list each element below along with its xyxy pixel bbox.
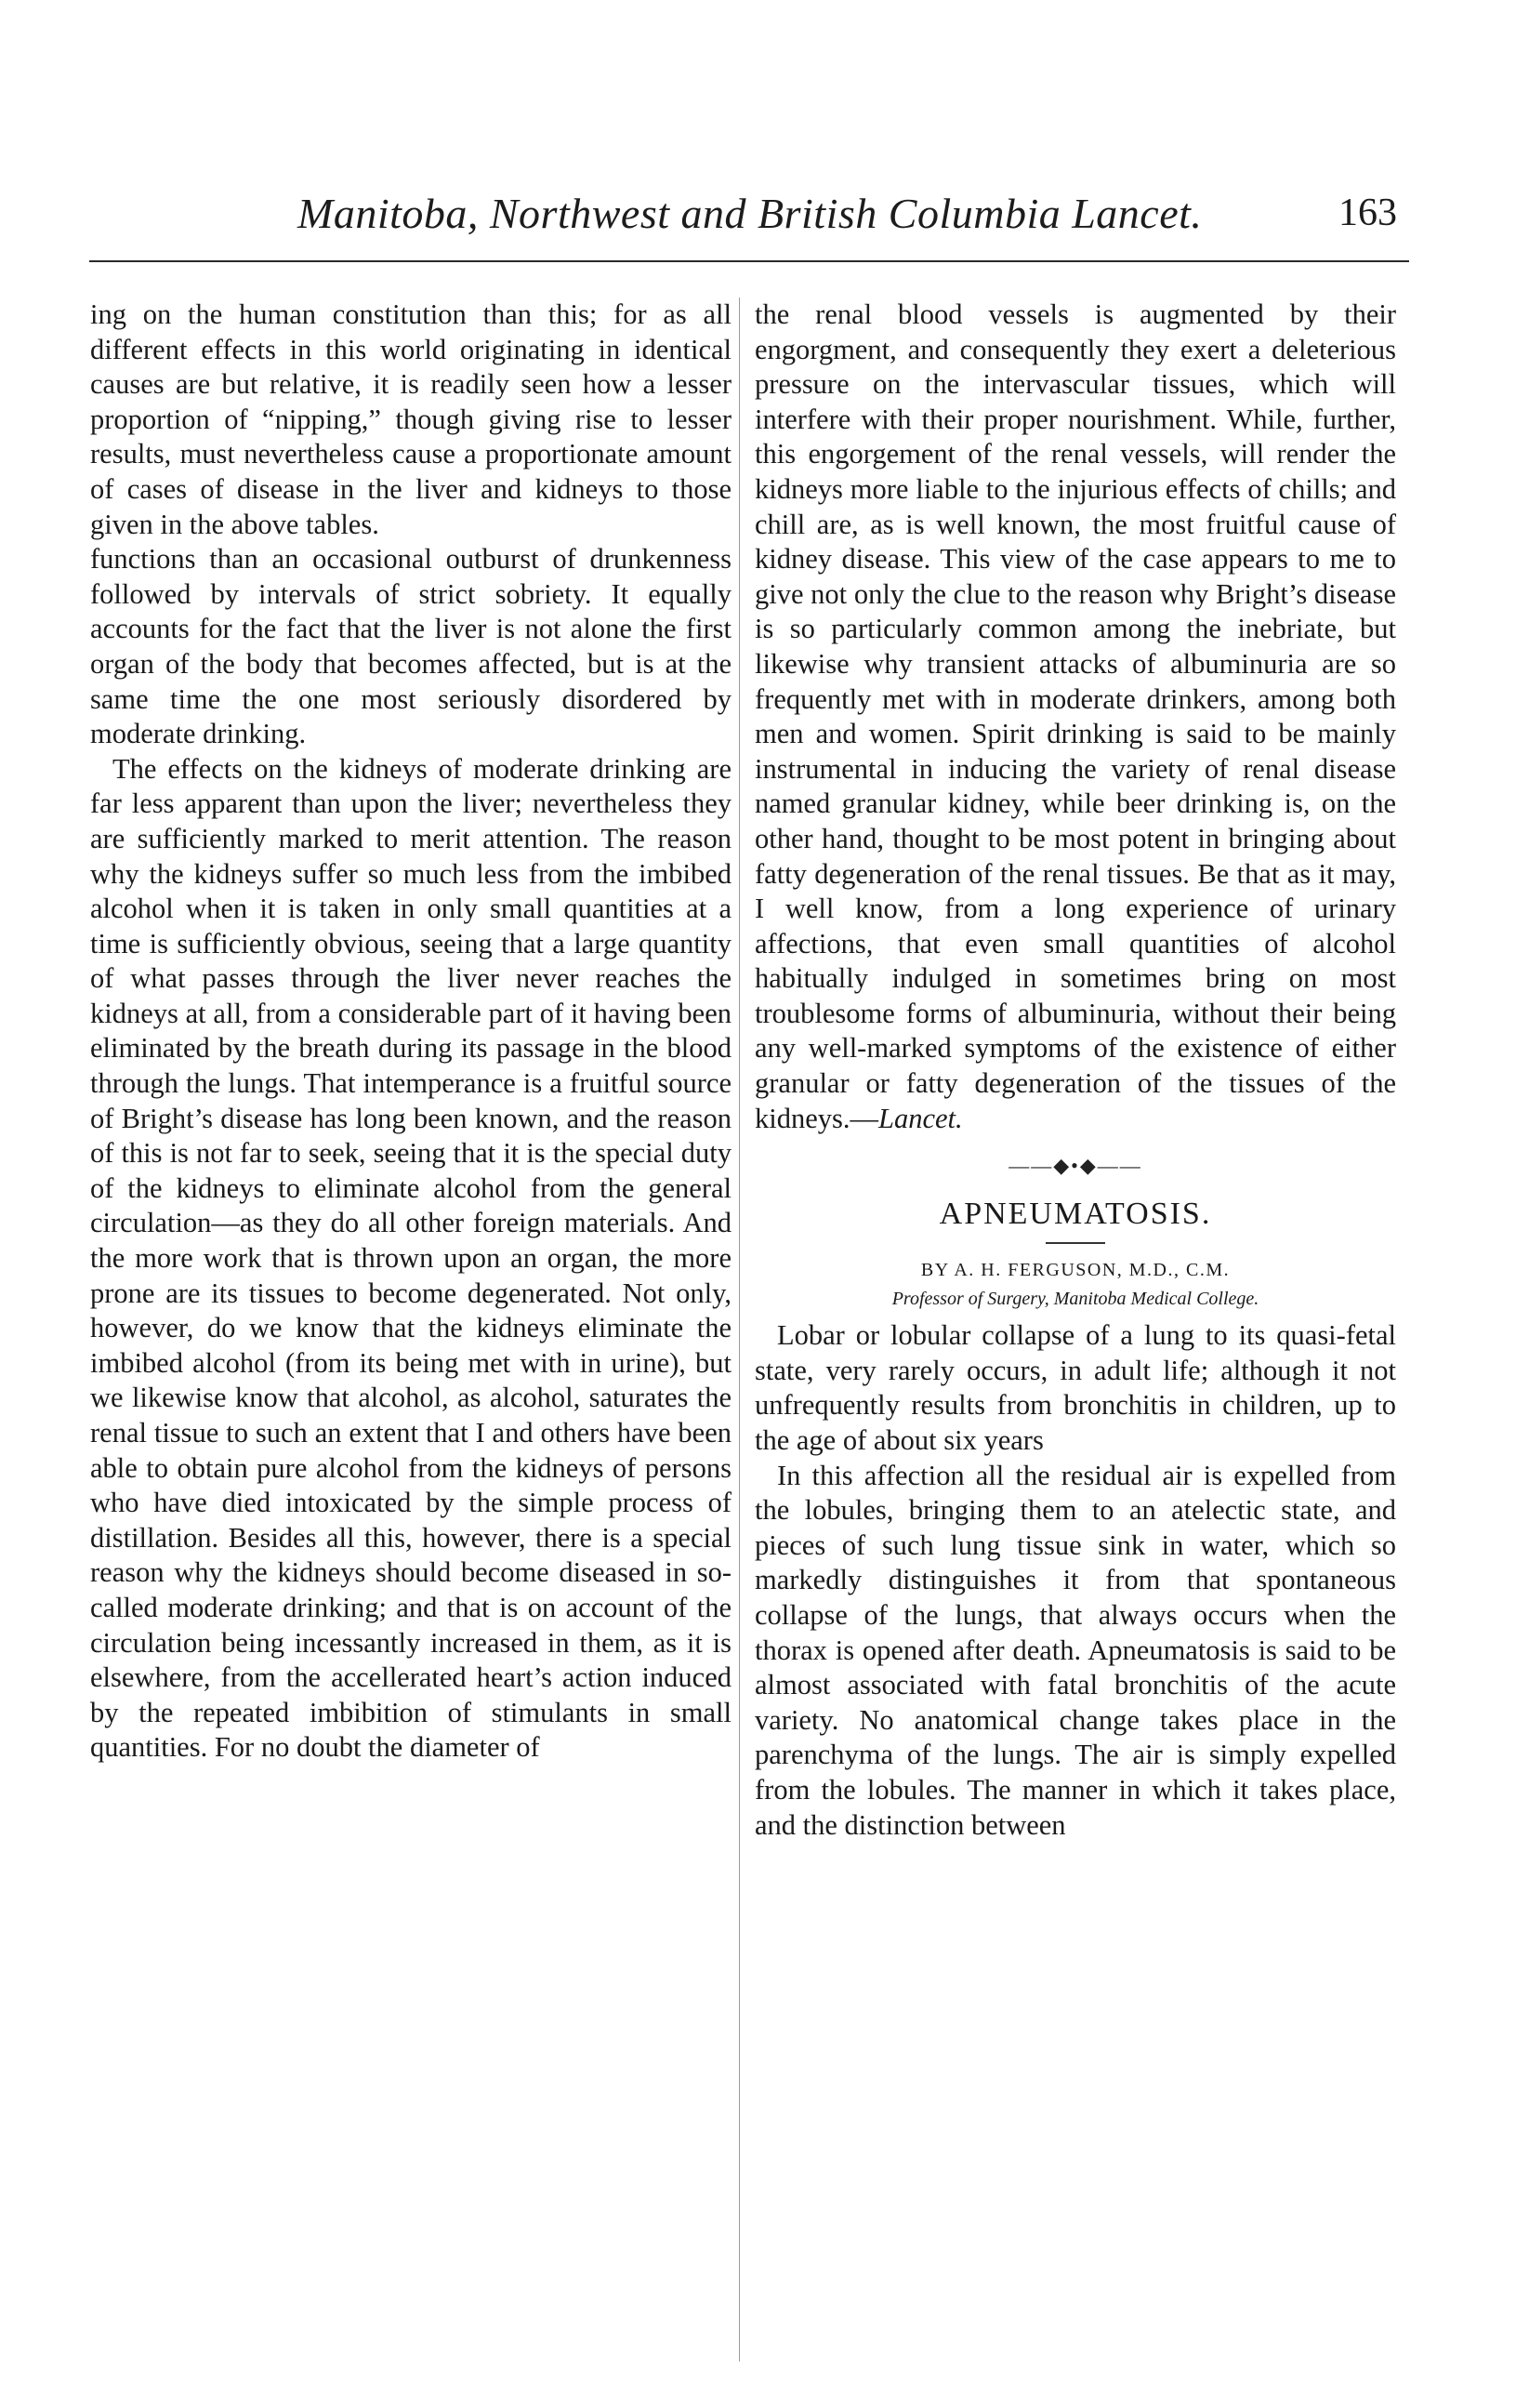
column-divider [739,298,740,2362]
paragraph: functions than an occasional outburst of drunkenness followed by intervals of strict sobriety. It equally accounts for the fact that the liver is not alone the first organ of the body that becomes affected, but is at the same time the one most seriously disordered by moderate drinking. [90,543,732,750]
header-rule [89,260,1409,262]
author-byline: BY A. H. FERGUSON, M.D., C.M. [920,1260,1231,1281]
article-title: APNEUMATOSIS. [939,1197,1212,1232]
right-column [755,298,1396,1843]
paragraph [755,298,1396,1136]
running-title: Manitoba, Northwest and British Columbia Lancet. [297,190,1203,237]
left-column [90,298,732,1766]
page-number: 163 [1338,192,1397,234]
paragraph: Lobar or lobular collapse of a lung to its quasi-fetal state, very rarely occurs, in adult life; although it not unfrequently results from bronchitis in children, up to the age of about six years [755,1319,1396,1457]
section-ornament: ——◆•◆—— [1008,1154,1142,1178]
source-citation: Lancet. [878,1102,963,1134]
paragraph: In this affection all the residual air is expelled from the lobules, bringing them to an atelectic state, and pieces of such lung tissue sink in water, which so markedly distinguishes it from that spontaneous collapse of the lungs, that always occurs when the thorax is opened after death. Apneumatosis is said to be almost associated with fatal bronchitis of the acute variety. No anatomical change takes place in the parenchyma of the lungs. The air is simply expelled from the lobules. The manner in which it takes place, and the distinction between [755,1459,1396,1841]
paragraph: ing on the human constitution than this; for as all different effects in this world originating in identical causes are but relative, it is readily seen how a lesser proportion of “nipping,” though giving rise to lesser results, must nevertheless cause a proportionate amount of cases of disease in the liver and kidneys to those given in the above tables. [90,298,732,540]
paragraph-text: the renal blood vessels is augmented by their engorgment, and consequently they exert a deleterious pressure on the intervascular tissues, which will interfere with their proper nourishment. While, further, this engorgement of the renal vessels, will render the kidneys more liable to the injurious effects of chills; and chill are, as is well known, the most fruitful cause of kidney disease. This view of the case appears to me to give not only the clue to the reason why Bright’s disease is so particularly common among the inebriate, but likewise why transient attacks of albuminuria are so frequently met with in moderate drinkers, among both men and women. Spirit drinking is said to be mainly instrumental in inducing the variety of renal disease named granular kidney, while beer drinking is, on the other hand, thought to be most potent in bringing about fatty degeneration of the renal tissues. Be that as it may, I well know, from a long experience of urinary affections, that even small quantities of alcohol habitually indulged in sometimes bring on most troublesome forms of albuminuria, without their being any well-marked symptoms of the existence of either granular or fatty degeneration of the tissues of the kidneys.— [755,298,1396,1134]
paragraph: The effects on the kidneys of moderate drinking are far less apparent than upon the liver; nevertheless they are sufficiently marked to merit attention. The reason why the kidneys suffer so much less from the imbibed alcohol when it is taken in only small quantities at a time is sufficiently obvious, seeing that a large quantity of what passes through the liver never reaches the kidneys at all, from a considerable part of it having been eliminated by the breath during its passage in the blood through the lungs. That intemperance is a fruitful source of Bright’s disease has long been known, and the reason of this is not far to seek, seeing that it is the special duty of the kidneys to eliminate alcohol from the general circulation—as they do all other foreign materials. And the more work that is thrown upon an organ, the more prone are its tissues to become degenerated. Not only, however, do we know that the kidneys eliminate the imbibed alcohol (from its being met with in urine), but we likewise know that alcohol, as alcohol, saturates the renal tissue to such an extent that I and others have been able to obtain pure alcohol from the kidneys of persons who have died intoxicated by the simple process of distillation. Besides all this, however, there is a special reason why the kidneys should become diseased in so-called moderate drinking; and that is on account of the circulation being incessantly increased in them, as it is elsewhere, from the accellerated heart’s action induced by the repeated imbibition of stimulants in small quantities. For no doubt the diameter of [90,752,732,1764]
title-rule [1046,1242,1105,1244]
author-affiliation: Professor of Surgery, Manitoba Medical College. [891,1289,1259,1310]
